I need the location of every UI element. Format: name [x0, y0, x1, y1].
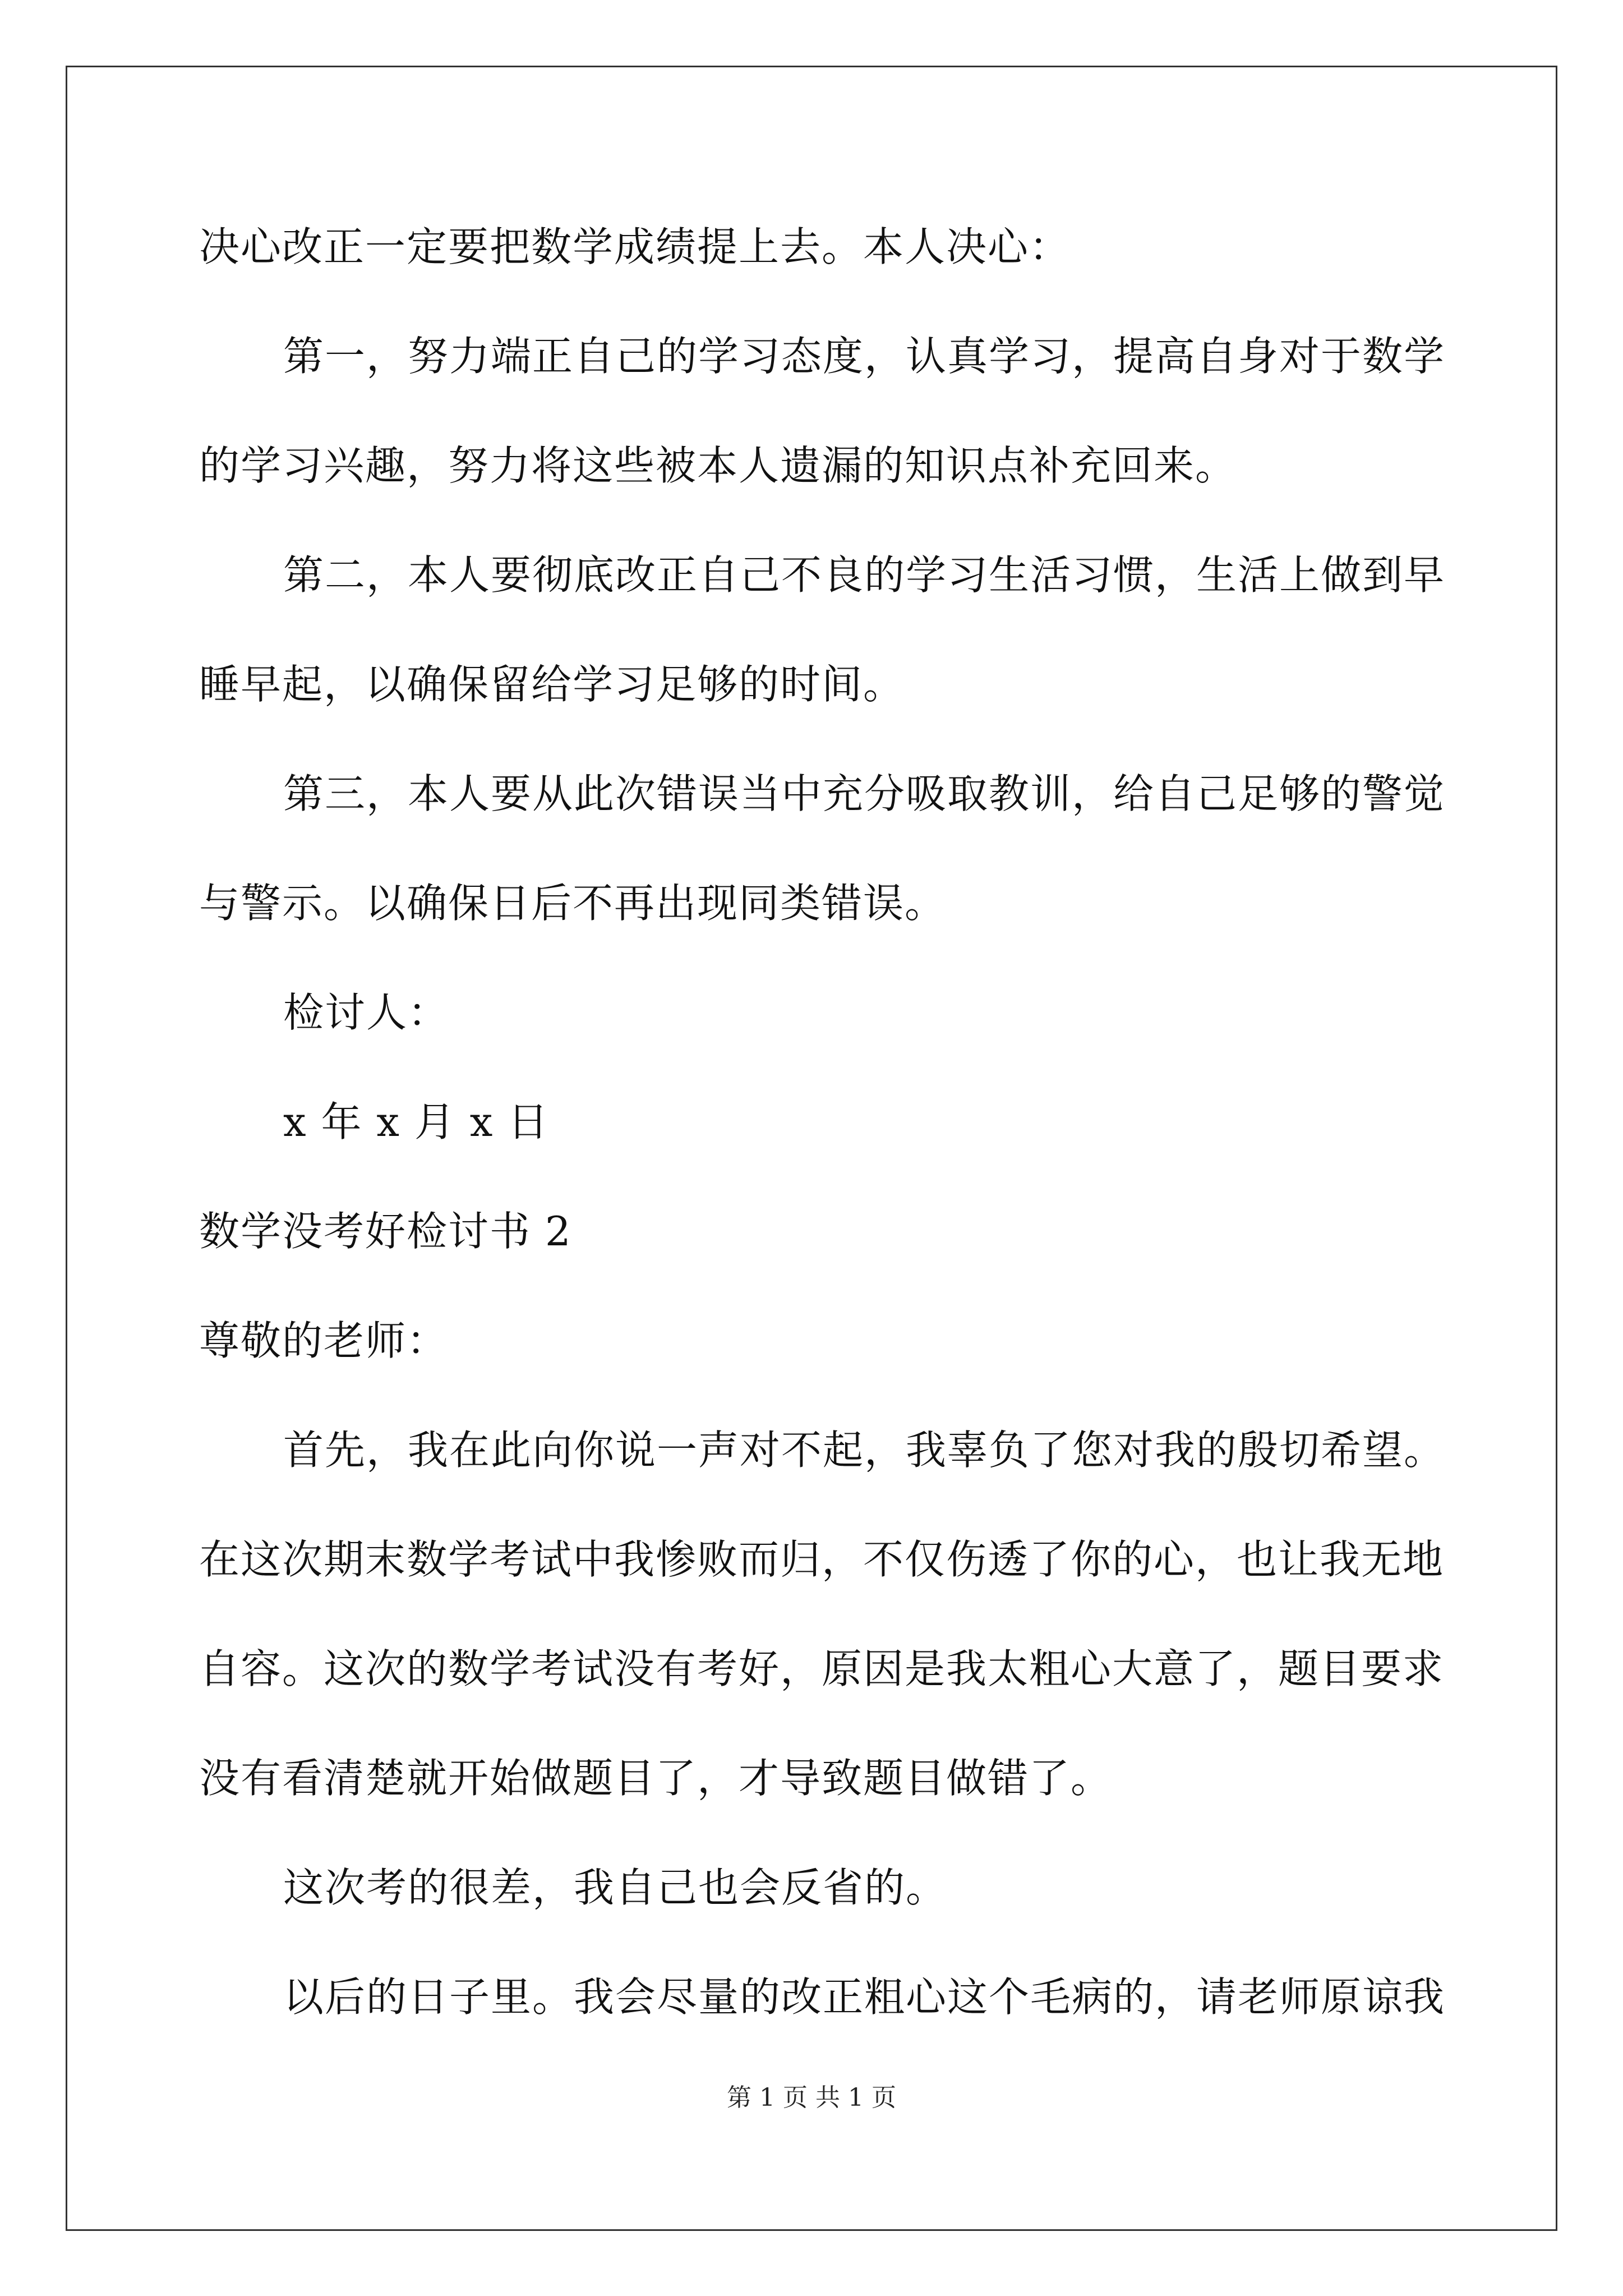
text-line: 第一，努力端正自己的学习态度，认真学习，提高自身对于数学 [283, 333, 1446, 380]
signature-label: 检讨人： [283, 989, 450, 1036]
text-line: 没有看清楚就开始做题目了，才导致题目做错了。 [199, 1755, 1113, 1802]
text-line: 这次考的很差，我自己也会反省的。 [283, 1864, 948, 1911]
text-line: 在这次期末数学考试中我惨败而归，不仅伤透了你的心，也让我无地 [199, 1536, 1445, 1583]
text-line: 决心改正一定要把数学成绩提上去。本人决心： [199, 223, 1071, 270]
text-line: 首先，我在此向你说一声对不起，我辜负了您对我的殷切希望。 [283, 1427, 1446, 1474]
text-line: 第二，本人要彻底改正自己不良的学习生活习惯，生活上做到早 [283, 551, 1446, 599]
text-line: 第三，本人要从此次错误当中充分吸取教训，给自己足够的警觉 [283, 770, 1446, 817]
text-line: 睡早起，以确保留给学习足够的时间。 [199, 661, 905, 708]
date-line: x 年 x 月 x 日 [283, 1098, 550, 1145]
text-line: 的学习兴趣，努力将这些被本人遗漏的知识点补充回来。 [199, 442, 1237, 489]
salutation: 尊敬的老师： [199, 1317, 449, 1364]
page-footer: 第 1 页 共 1 页 [727, 2083, 896, 2112]
text-line: 与警示。以确保日后不再出现同类错误。 [199, 880, 947, 927]
text-line: 以后的日子里。我会尽量的改正粗心这个毛病的，请老师原谅我 [283, 1973, 1446, 2021]
text-line: 自容。这次的数学考试没有考好，原因是我太粗心大意了，题目要求 [199, 1645, 1445, 1692]
section-title: 数学没考好检讨书 2 [199, 1208, 572, 1255]
